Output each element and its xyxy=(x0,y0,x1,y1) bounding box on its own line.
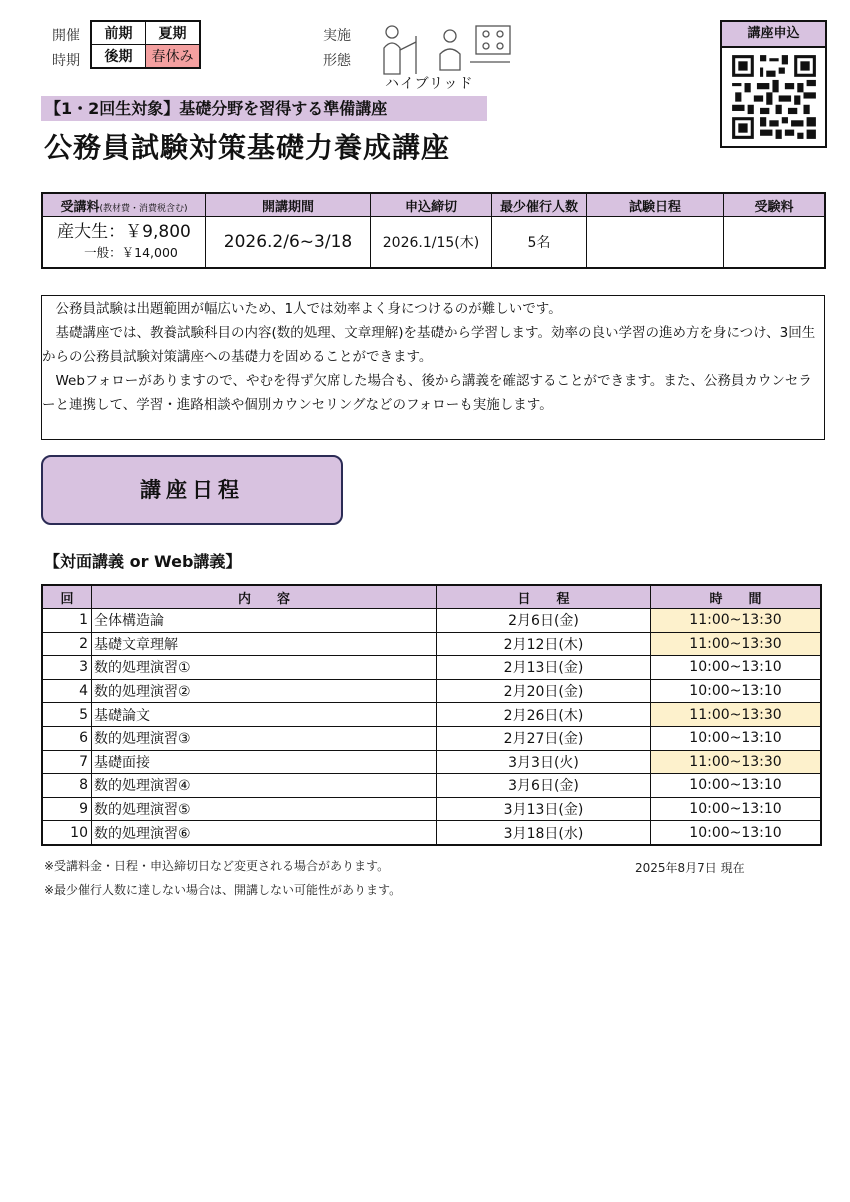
exam-fee-value xyxy=(724,217,826,269)
row-date: 2月27日(金) xyxy=(437,726,651,750)
apply-qr-box[interactable] xyxy=(720,20,827,148)
table-row xyxy=(42,632,821,656)
schedule-subtitle: 【対面講義 or Web講義】 xyxy=(44,552,242,571)
schedule-heading-button: 講座日程 xyxy=(41,455,343,525)
row-number: 4 xyxy=(42,679,92,703)
min-people-value: 5名 xyxy=(492,217,587,269)
row-date: 3月6日(金) xyxy=(437,774,651,798)
row-number: 9 xyxy=(42,797,92,821)
col-no-header: 回 xyxy=(42,585,92,609)
row-content: 基礎文章理解 xyxy=(92,632,437,656)
description-paragraph: Webフォローがありますので、やむを得ず欠席した場合も、後から講義を確認することができます。また、公務員カウンセラーと連携して、学習・進路相談や個別カウンセリングなどのフォローも実施します。 xyxy=(42,373,812,413)
row-time: 11:00~13:30 xyxy=(651,632,822,656)
note-min-people: ※最少催行人数に達しない場合は、開講しない可能性があります。 xyxy=(44,883,402,897)
row-date: 2月26日(木) xyxy=(437,703,651,727)
term-kaki: 夏期 xyxy=(146,21,201,45)
row-time: 10:00~13:10 xyxy=(651,656,822,680)
row-content: 基礎論文 xyxy=(92,703,437,727)
qr-code-icon[interactable] xyxy=(729,52,819,142)
row-content: 数的処理演習④ xyxy=(92,774,437,798)
table-row xyxy=(42,726,821,750)
course-info-table xyxy=(41,192,826,269)
exam-date-header: 試験日程 xyxy=(587,193,724,217)
schedule-table xyxy=(41,584,822,846)
row-date: 2月20日(金) xyxy=(437,679,651,703)
row-number: 1 xyxy=(42,609,92,633)
row-content: 数的処理演習② xyxy=(92,679,437,703)
row-content: 全体構造論 xyxy=(92,609,437,633)
hybrid-illustration-icon xyxy=(370,20,520,80)
term-zenki: 前期 xyxy=(91,21,146,45)
row-time: 10:00~13:10 xyxy=(651,797,822,821)
row-date: 2月6日(金) xyxy=(437,609,651,633)
min-people-header: 最少催行人数 xyxy=(492,193,587,217)
row-time: 11:00~13:30 xyxy=(651,750,822,774)
row-date: 3月3日(火) xyxy=(437,750,651,774)
row-content: 数的処理演習⑤ xyxy=(92,797,437,821)
holding-label: 開催 xyxy=(52,28,80,44)
row-content: 数的処理演習③ xyxy=(92,726,437,750)
target-banner: 【1・2回生対象】基礎分野を習得する準備講座 xyxy=(41,96,487,121)
as-of-date: 2025年8月7日 現在 xyxy=(635,861,745,875)
table-row xyxy=(42,797,821,821)
fee-cell xyxy=(42,217,206,269)
row-number: 2 xyxy=(42,632,92,656)
term-table xyxy=(90,20,201,69)
fee-header: 受講料(教材費・消費税含む) xyxy=(42,193,206,217)
col-date-header: 日 程 xyxy=(437,585,651,609)
note-change: ※受講料金・日程・申込締切日など変更される場合があります。 xyxy=(44,859,390,873)
row-content: 数的処理演習① xyxy=(92,656,437,680)
fee-general: 一般：￥14,000 xyxy=(84,245,178,260)
schedule-body xyxy=(42,609,821,845)
page-title: 公務員試験対策基礎力養成講座 xyxy=(44,131,451,164)
row-number: 5 xyxy=(42,703,92,727)
col-time-header: 時 間 xyxy=(651,585,822,609)
description-paragraph: 基礎講座では、教養試験科目の内容(数的処理、文章理解)を基礎から学習します。効率の良い学習の進め方を身につけ、3回生からの公務員試験対策講座への基礎力を固めることができます。 xyxy=(42,325,816,365)
exam-fee-header: 受験料 xyxy=(724,193,826,217)
term-kouki: 後期 xyxy=(91,45,146,69)
deadline-value: 2026.1/15(木) xyxy=(371,217,492,269)
exam-date-value xyxy=(587,217,724,269)
row-number: 7 xyxy=(42,750,92,774)
description-box xyxy=(41,295,825,440)
row-time: 10:00~13:10 xyxy=(651,821,822,845)
row-content: 基礎面接 xyxy=(92,750,437,774)
format-label: 実施 xyxy=(323,28,351,44)
row-number: 8 xyxy=(42,774,92,798)
table-row xyxy=(42,703,821,727)
table-row xyxy=(42,609,821,633)
period-value: 2026.2/6~3/18 xyxy=(206,217,371,269)
row-time: 10:00~13:10 xyxy=(651,774,822,798)
period-header: 開講期間 xyxy=(206,193,371,217)
row-date: 2月13日(金) xyxy=(437,656,651,680)
table-row xyxy=(42,750,821,774)
col-content-header: 内 容 xyxy=(92,585,437,609)
table-row xyxy=(42,679,821,703)
row-time: 11:00~13:30 xyxy=(651,609,822,633)
table-row xyxy=(42,821,821,845)
format-value: ハイブリッド xyxy=(385,76,474,92)
row-time: 11:00~13:30 xyxy=(651,703,822,727)
row-time: 10:00~13:10 xyxy=(651,679,822,703)
term-haruyasumi: 春休み xyxy=(146,45,201,69)
apply-label: 講座申込 xyxy=(722,22,825,48)
table-row xyxy=(42,774,821,798)
row-date: 3月18日(水) xyxy=(437,821,651,845)
row-content: 数的処理演習⑥ xyxy=(92,821,437,845)
row-date: 2月12日(木) xyxy=(437,632,651,656)
row-date: 3月13日(金) xyxy=(437,797,651,821)
deadline-header: 申込締切 xyxy=(371,193,492,217)
row-number: 6 xyxy=(42,726,92,750)
fee-student: 産大生：￥9,800 xyxy=(57,222,191,242)
row-number: 3 xyxy=(42,656,92,680)
row-number: 10 xyxy=(42,821,92,845)
format-label-2: 形態 xyxy=(323,53,351,69)
table-row xyxy=(42,656,821,680)
description-paragraph: 公務員試験は出題範囲が幅広いため、1人では効率よく身につけるのが難しいです。 xyxy=(55,301,562,317)
row-time: 10:00~13:10 xyxy=(651,726,822,750)
period-label: 時期 xyxy=(52,53,80,69)
